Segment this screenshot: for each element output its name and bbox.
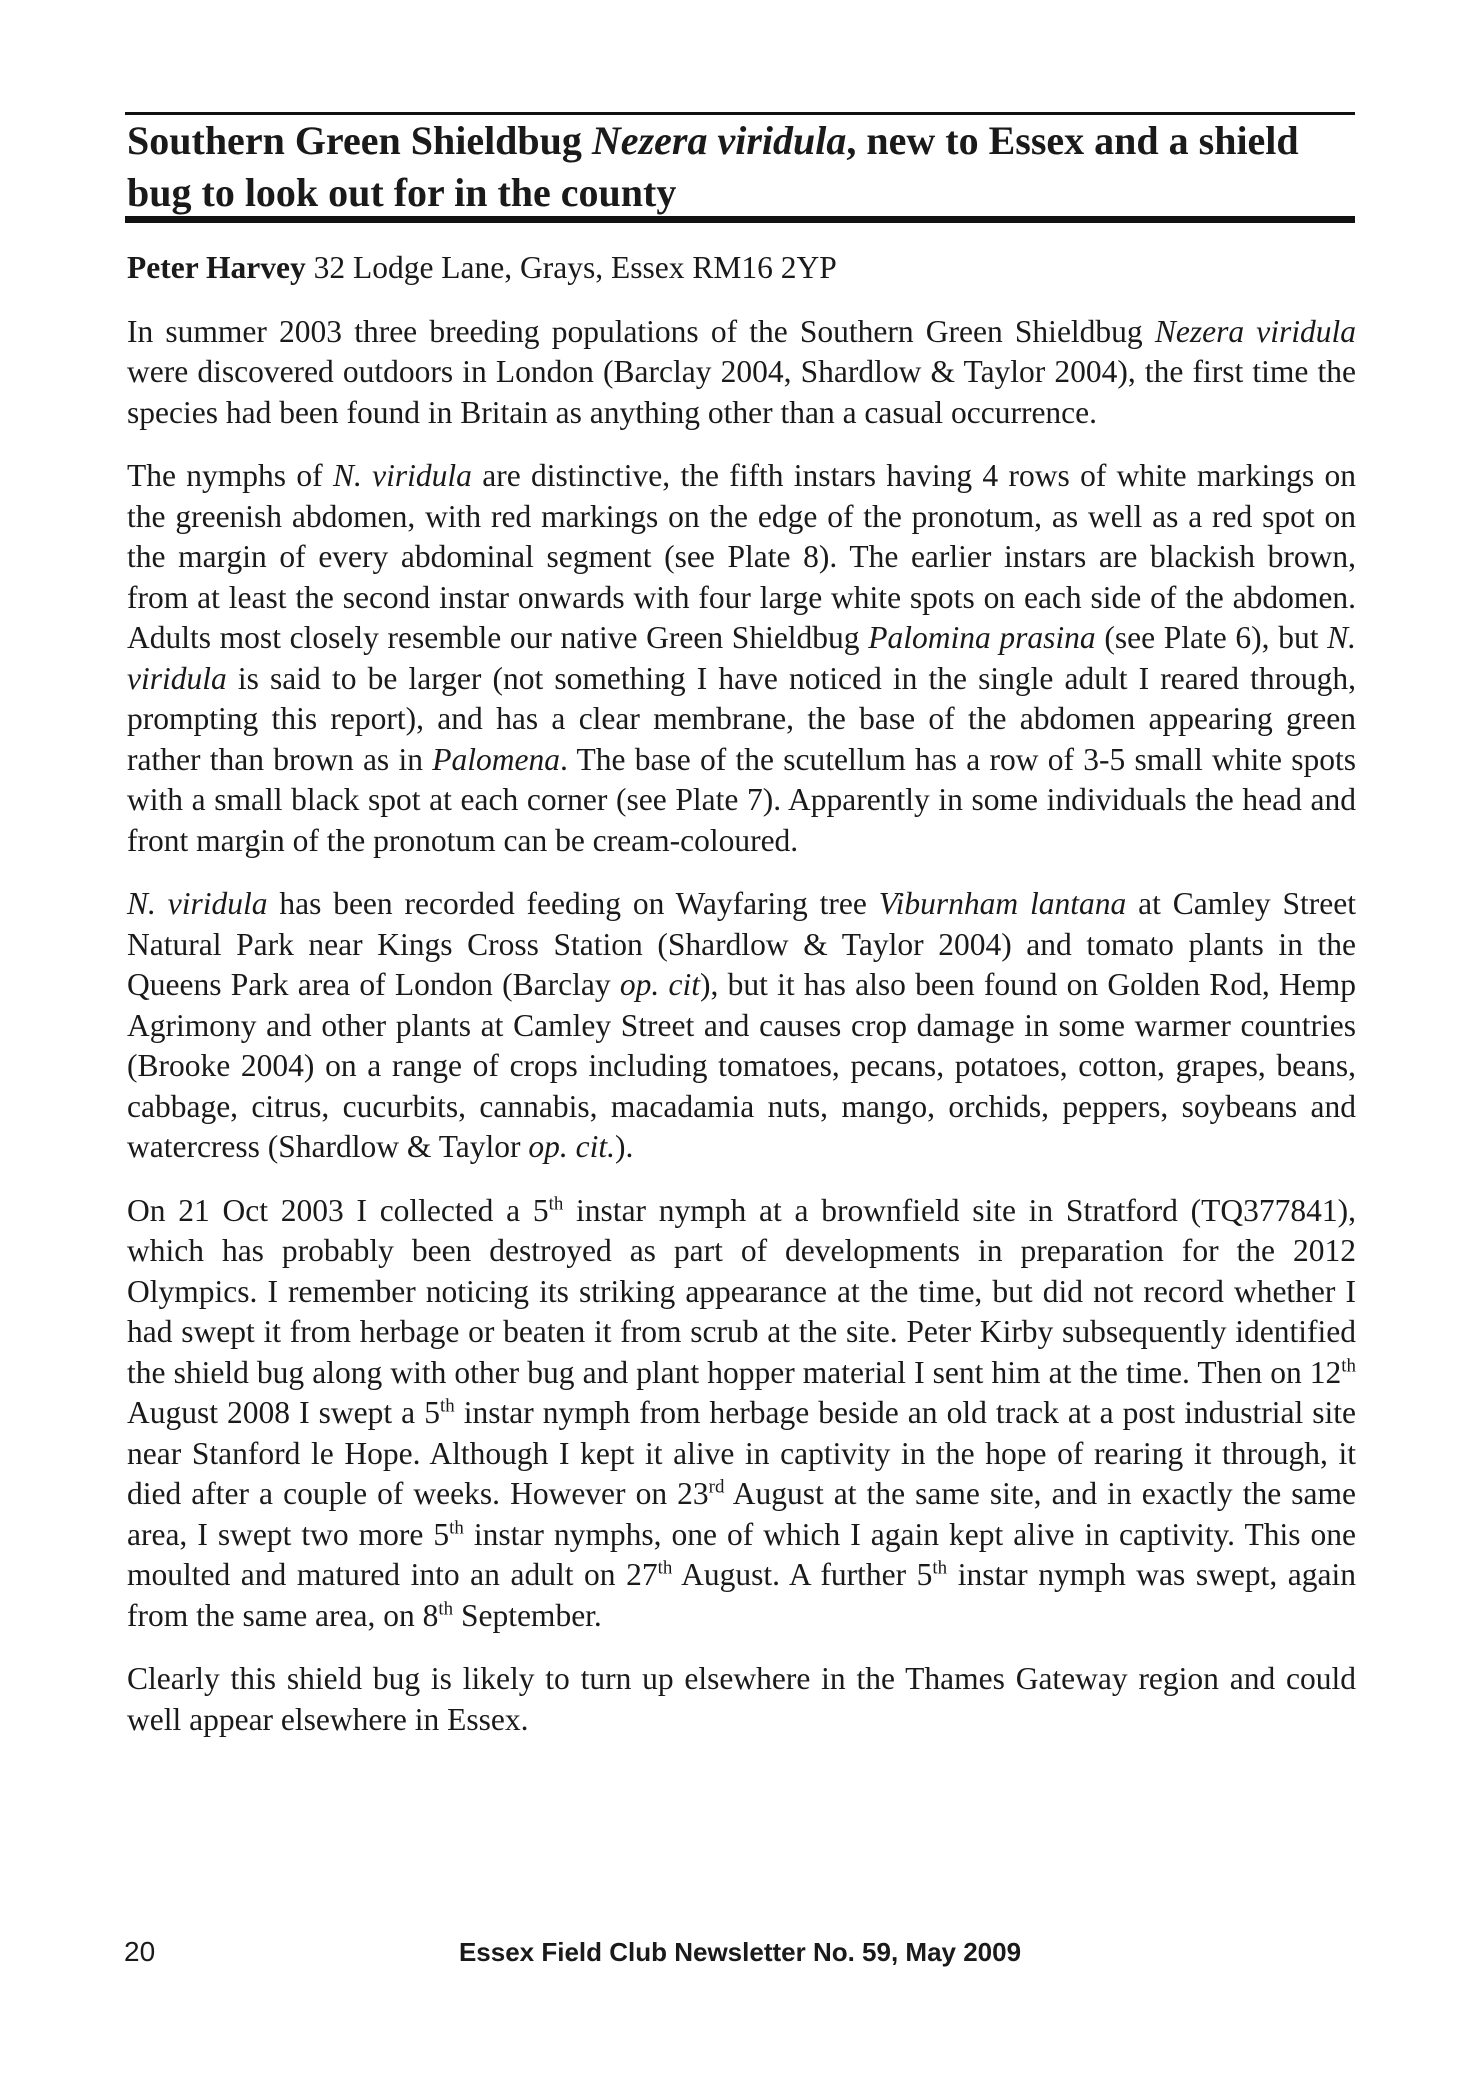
- author-name: Peter Harvey: [127, 250, 306, 285]
- genus-name: Palomena: [432, 741, 560, 777]
- paragraph-4: On 21 Oct 2003 I collected a 5th instar nymph at a brownfield site in Stratford (TQ377841), which has probably been destroyed as part of developments in preparation for the 2012 Olympics. I remember noticing its striking appearance at the time, but did not record whether I had swept it from herbage or beaten it from scrub at the site. Peter Kirby subsequently identified the shield bug along with other bug and plant hopper material I sent him at the time. Then on 12th August 2008 I swept a 5th instar nymph from herbage beside an old track at a post industrial site near Stanford le Hope. Although I kept it alive in captivity in the hope of rearing it through, it died after a couple of weeks. However on 23rd August at the same site, and in exactly the same area, I swept two more 5th instar nymphs, one of which I again kept alive in captivity. This one moulted and matured into an adult on 27th August. A further 5th instar nymph was swept, again from the same area, on 8th September.: [127, 1192, 1356, 1633]
- title-bottom-rule: [125, 216, 1355, 223]
- species-name: Nezera viridula: [1154, 313, 1356, 349]
- page-footer: [124, 1935, 1356, 1969]
- citation-abbrev: op. cit: [619, 967, 700, 1002]
- journal-citation: Essex Field Club Newsletter No. 59, May 2009: [458, 1937, 1022, 1967]
- species-name: Palomina prasina: [868, 620, 1096, 655]
- species-name: N. viridula: [127, 886, 268, 921]
- author-line: [127, 248, 1356, 289]
- species-name: N. viridula: [127, 620, 1357, 696]
- author-address: 32 Lodge Lane, Grays, Essex RM16 2YP: [305, 250, 837, 285]
- article-body: [127, 248, 1356, 1763]
- paragraph-2: The nymphs of N. viridula are distinctive, the fifth instars having 4 rows of white markings on the greenish abdomen, with red markings on the edge of the pronotum, as well as a red spot on the margin of every abdominal segment (see Plate 8). The earlier instars are blackish brown, from at least the second instar onwards with four large white spots on each side of the abdomen. Adults most closely resemble our native Green Shieldbug Palomina prasina (see Plate 6), but N. viridula is said to be larger (not something I have noticed in the single adult I reared through, prompting this report), and has a clear membrane, the base of the abdomen appearing green rather than brown as in Palomena. The base of the scutellum has a row of 3-5 small white spots with a small black spot at each corner (see Plate 7). Apparently in some individuals the head and front margin of the pronotum can be cream-coloured.: [127, 458, 1357, 858]
- species-name: Viburnham lantana: [878, 886, 1127, 921]
- paragraph-3: N. viridula has been recorded feeding on Wayfaring tree Viburnham lantana at Camley Street Natural Park near Kings Cross Station (Shardlow & Taylor 2004) and tomato plants in the Queens Park area of London (Barclay op. cit), but it has also been found on Golden Rod, Hemp Agrimony and other plants at Camley Street and causes crop damage in some warmer countries (Brooke 2004) on a range of crops including tomatoes, pecans, potatoes, cotton, grapes, beans, cabbage, citrus, cucurbits, cannabis, macadamia nuts, mango, orchids, peppers, soybeans and watercress (Shardlow & Taylor op. cit.).: [127, 886, 1357, 1164]
- paragraph-5: Clearly this shield bug is likely to turn up elsewhere in the Thames Gateway region and could well appear elsewhere in Essex.: [127, 1661, 1356, 1737]
- title-text-end: , new to Essex and a shield bug to look out for in the county: [127, 118, 1299, 215]
- title-text: Southern Green Shieldbug: [127, 118, 592, 163]
- article-title: [127, 115, 1357, 219]
- page-number: 20: [124, 1936, 156, 1967]
- title-species: Nezera viridula: [591, 118, 847, 163]
- species-name: N. viridula: [332, 458, 472, 493]
- paragraph-1: In summer 2003 three breeding populations of the Southern Green Shieldbug Nezera viridula were discovered outdoors in London (Barclay 2004, Shardlow & Taylor 2004), the first time the species had been found in Britain as anything other than a casual occurrence.: [127, 313, 1356, 430]
- citation-abbrev: op. cit.: [528, 1129, 615, 1164]
